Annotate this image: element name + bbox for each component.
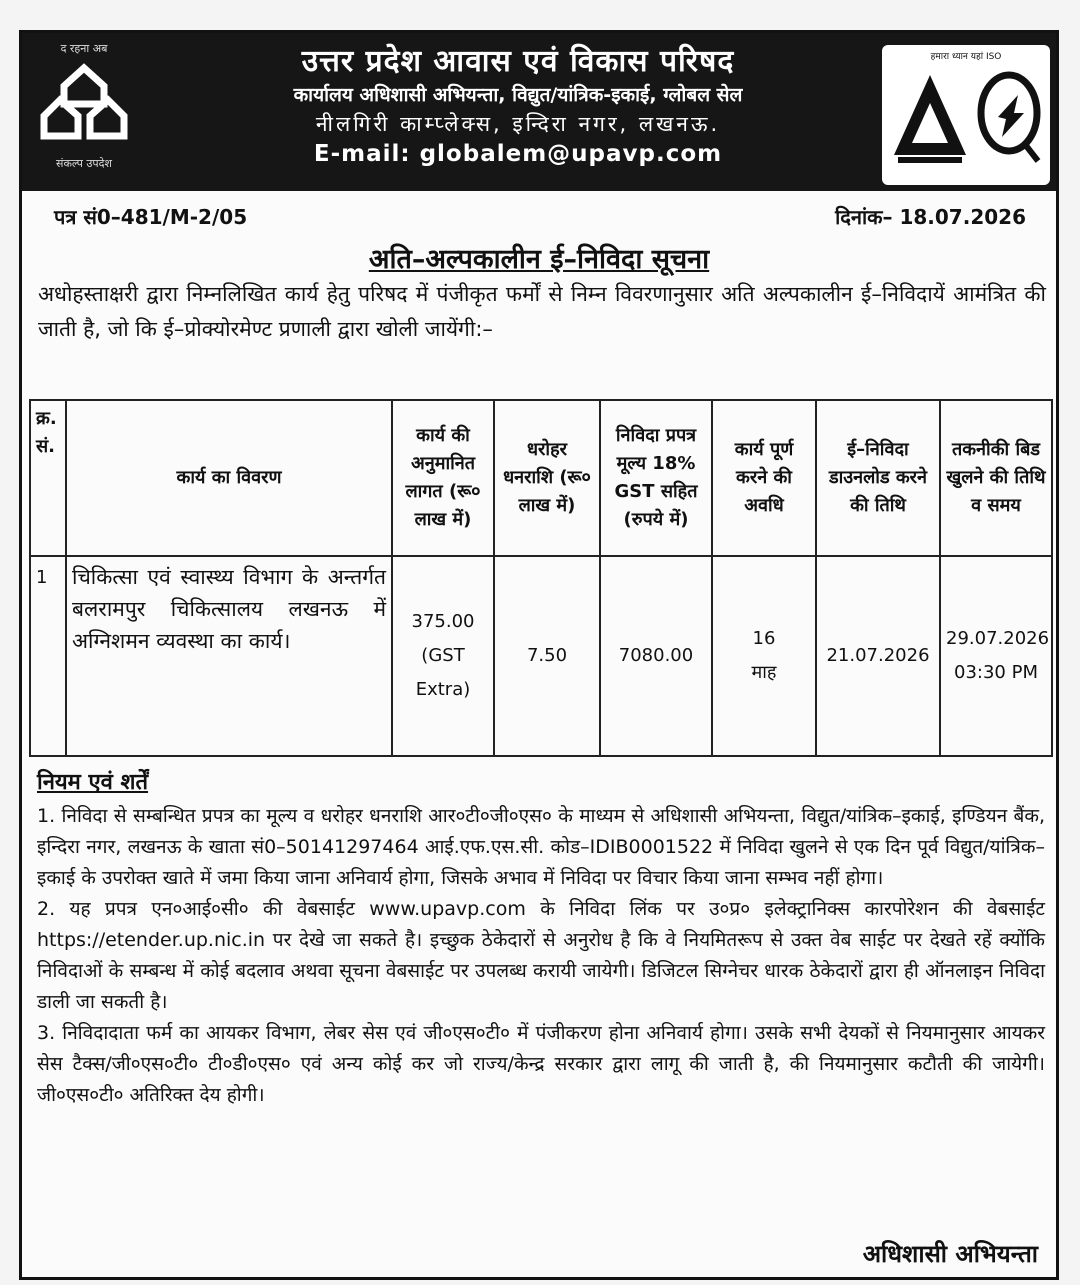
letter-number: पत्र सं0–481/M-2/05 — [54, 205, 248, 229]
houses-emblem-icon — [38, 60, 130, 152]
office-email: E-mail: globalem@upavp.com — [313, 141, 723, 167]
notice-title: अति–अल्पकालीन ई–निविदा सूचना — [368, 244, 710, 275]
col-duration: कार्य पूर्ण करने की अवधि — [712, 400, 816, 556]
letter-date: दिनांक– 18.07.2026 — [835, 205, 1026, 229]
logo-motto: द रहना अब — [60, 42, 108, 55]
triangle-emblem-icon — [890, 67, 970, 167]
tender-table — [29, 399, 1053, 757]
row-description: चिकित्सा एवं स्वास्थ्य विभाग के अन्तर्गत बलरामपुर चिकित्सालय लखनऊ में अग्निशमन व्यवस्था का कार्य। — [66, 556, 392, 756]
letterhead-text — [144, 43, 892, 169]
col-estimated-cost: कार्य की अनुमानित लागत (रू० लाख में) — [392, 400, 494, 556]
row-serial: 1 — [30, 556, 66, 756]
letterhead — [22, 33, 1056, 191]
logo-tagline: संकल्प उपदेश — [56, 157, 112, 170]
cost-note: (GST Extra) — [415, 645, 471, 700]
duration-unit: माह — [751, 662, 777, 683]
col-bid-opening: तकनीकी बिड खुलने की तिथि व समय — [940, 400, 1052, 556]
table-row — [30, 556, 1052, 756]
terms-list — [37, 801, 1045, 1111]
row-earnest-money: 7.50 — [494, 556, 600, 756]
iso-certification-logo — [882, 45, 1050, 185]
opening-date: 29.07.2026 — [946, 628, 1050, 649]
isi-mark-icon — [974, 67, 1044, 177]
term-item: 2. यह प्रपत्र एन०आई०सी० की वेबसाईट www.upavp.com के निविदा लिंक पर उ०प्र० इलेक्ट्रानिक्स कारपोरेशन की वेबसाईट https://etender.up.nic.in पर देखे जा सकते है। इच्छुक ठेकेदारों से अनुरोध है कि वे नियमितरूप से उक्त वेब साईट पर देखते रहें क्योंकि निविदाओं के सम्बन्ध में कोई बदलाव अथवा सूचना वेबसाईट पर उपलब्ध करायी जायेगी। डिजिटल सिग्नेचर धारक ठेकेदारों द्वारा ही ऑनलाइन निविदा डाली जा सकती है। — [37, 898, 1045, 1013]
table-header-row — [30, 400, 1052, 556]
row-download-date: 21.07.2026 — [816, 556, 940, 756]
opening-time: 03:30 PM — [954, 662, 1038, 683]
org-name: उत्तर प्रदेश आवास एवं विकास परिषद — [301, 44, 735, 79]
parishad-logo — [28, 41, 140, 181]
terms-title: नियम एवं शर्तें — [37, 770, 149, 795]
row-duration — [712, 556, 816, 756]
row-bid-opening — [940, 556, 1052, 756]
signatory: अधिशासी अभियन्ता — [862, 1240, 1038, 1268]
col-form-fee: निविदा प्रपत्र मूल्य 18% GST सहित (रुपये में) — [600, 400, 712, 556]
term-item: 1. निविदा से सम्बन्धित प्रपत्र का मूल्य व धरोहर धनराशि आर०टी०जी०एस० के माध्यम से अधिशासी अभियन्ता, विद्युत/यांत्रिक–इकाई, इण्डियन बैंक, इन्दिरा नगर, लखनऊ के खाता सं0–50141297464 आई.एफ.एस.सी. कोड–IDIB0001522 में निविदा खुलने से एक दिन पूर्व विद्युत/यांत्रिक–इकाई के उपरोक्त खाते में जमा किया जाना अनिवार्य होगा, जिसके अभाव में निविदा पर विचार किया जाना सम्भव नहीं होगा। — [37, 805, 1045, 889]
notice-intro: अधोहस्ताक्षरी द्वारा निम्नलिखित कार्य हेतु परिषद में पंजीकृत फर्मों से निम्न विवरणानुसार अति अल्पकालीन ई–निविदायें आमंत्रित की जाती है, जो कि ई–प्रोक्योरमेण्ट प्रणाली द्वारा खोली जायेंगी:– — [38, 282, 1046, 341]
col-description: कार्य का विवरण — [66, 400, 392, 556]
col-serial: क्र. सं. — [30, 400, 66, 556]
cost-value: 375.00 — [411, 611, 475, 632]
term-item: 3. निविदादाता फर्म का आयकर विभाग, लेबर सेस एवं जी०एस०टी० में पंजीकरण होना अनिवार्य होगा। उसके सभी देयकों से नियमानुसार आयकर सेस टैक्स/जी०एस०टी० टी०डी०एस० एवं अन्य कोई कर जो राज्य/केन्द्र सरकार द्वारा लागू की जाती है, की नियमानुसार कटौती की जायेगी। जी०एस०टी० अतिरिक्त देय होगी। — [37, 1022, 1045, 1106]
iso-caption: हमारा ध्यान यहां ISO — [930, 52, 1002, 62]
row-form-fee: 7080.00 — [600, 556, 712, 756]
row-estimated-cost — [392, 556, 494, 756]
tender-notice — [19, 30, 1059, 1280]
duration-value: 16 — [752, 628, 776, 649]
office-name: कार्यालय अधिशासी अभियन्ता, विद्युत/यांत्रिक-इकाई, ग्लोबल सेल — [293, 84, 743, 106]
col-download-date: ई–निविदा डाउनलोड करने की तिथि — [816, 400, 940, 556]
office-address: नीलगिरी काम्प्लेक्स, इन्दिरा नगर, लखनऊ. — [315, 112, 721, 136]
col-earnest-money: धरोहर धनराशि (रू० लाख में) — [494, 400, 600, 556]
